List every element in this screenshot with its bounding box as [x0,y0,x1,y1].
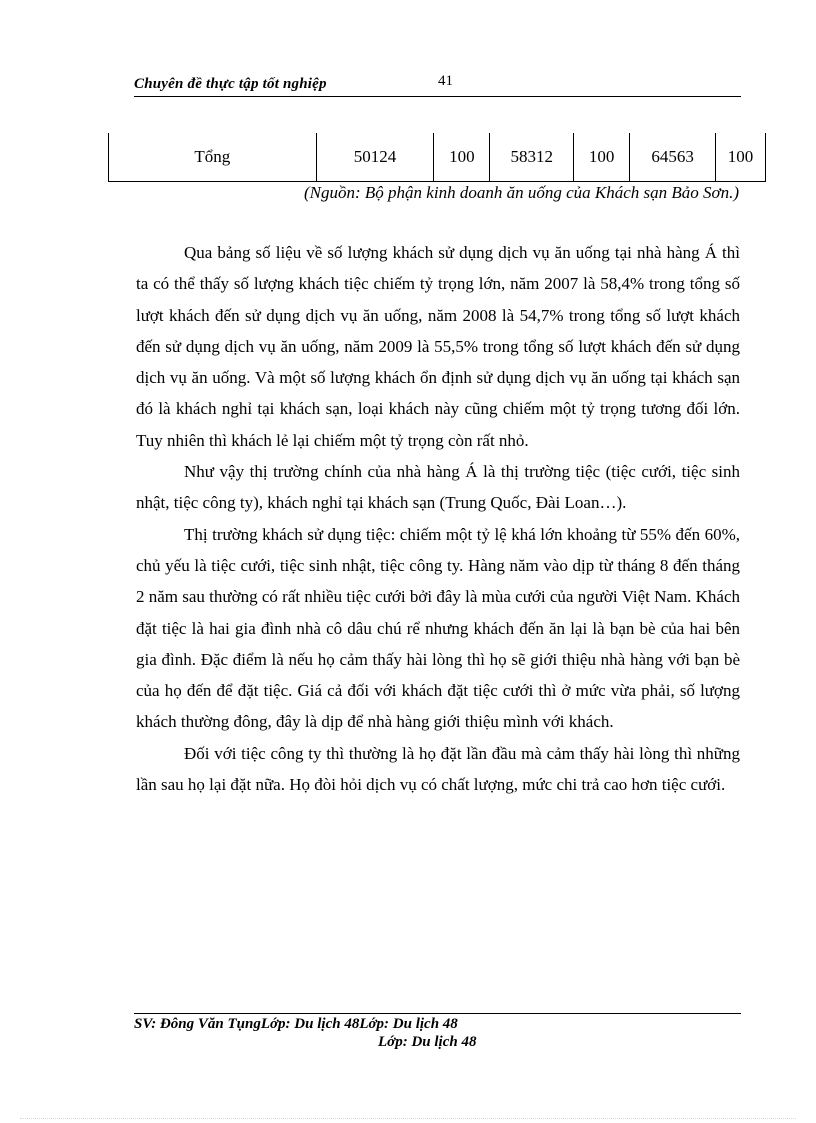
document-header-title: Chuyên đề thực tập tốt nghiệp [134,76,327,92]
footer-class-info: Lớp: Du lịch 48 [378,1034,477,1050]
table-cell-label: Tổng [109,133,317,182]
paragraph: Đối với tiệc công ty thì thường là họ đặt lần đầu mà cảm thấy hài lòng thì những lần sau họ lại đặt nữa. Họ đòi hỏi dịch vụ có chất lượng, mức chi trả cao hơn tiệc cưới. [136,743,740,795]
table-cell: 64563 [630,133,716,182]
table-row-total [109,133,766,182]
table-source-note: (Nguồn: Bộ phận kinh doanh ăn uống của Khách sạn Bảo Sơn.) [304,183,739,202]
page-number: 41 [438,73,453,89]
page-edge [20,1118,796,1119]
paragraph: Qua bảng số liệu về số lượng khách sử dụng dịch vụ ăn uống tại nhà hàng Á thì ta có thể thấy số lượng khách tiệc chiếm tỷ trọng lớn, năm 2007 là 58,4% trong tổng số lượt khách đến sử dụng dịch vụ ăn uống, năm 2008 là 54,7% trong tổng số lượt khách đến sử dụng dịch vụ ăn uống, năm 2009 là 55,5% trong tổng số lượt khách đến sử dụng dịch vụ ăn uống. Và một số lượng khách ổn định sử dụng dịch vụ ăn uống tại khách sạn đó là khách nghỉ tại khách sạn, loại khách này cũng chiếm một tỷ trọng tương đối lớn. Tuy nhiên thì khách lẻ lại chiếm một tỷ trọng còn rất nhỏ. [136,243,740,450]
footer-divider [134,1013,741,1014]
table-cell: 100 [716,133,766,182]
table-cell: 50124 [316,133,434,182]
paragraph: Thị trường khách sử dụng tiệc: chiếm một tỷ lệ khá lớn khoảng từ 55% đến 60%, chủ yếu là tiệc cưới, tiệc sinh nhật, tiệc công ty. Hàng năm vào dịp từ tháng 8 đến tháng 2 năm sau thường có rất nhiều tiệc cưới bởi đây là mùa cưới của người Việt Nam. Khách đặt tiệc là hai gia đình nhà cô dâu chú rể nhưng khách đến ăn lại là bạn bè của hai bên gia đình. Đặc điểm là nếu họ cảm thấy hài lòng thì họ sẽ giới thiệu nhà hàng với bạn bè của họ đến để đặt tiệc. Giá cả đối với khách đặt tiệc cưới thì ở mức vừa phải, số lượng khách thường đông, đây là dịp để nhà hàng giới thiệu mình với khách. [136,524,740,732]
body-text [136,237,740,800]
footer-student-info: SV: Đông Văn TụngLớp: Du lịch 48Lớp: Du lịch 48 [134,1016,458,1032]
table-cell: 100 [574,133,630,182]
table-cell: 58312 [490,133,574,182]
paragraph: Như vậy thị trường chính của nhà hàng Á là thị trường tiệc (tiệc cưới, tiệc sinh nhật, tiệc công ty), khách nghỉ tại khách sạn (Trung Quốc, Đài Loan…). [136,462,740,513]
header-divider [134,96,741,97]
statistics-table [108,133,766,182]
table-cell: 100 [434,133,490,182]
